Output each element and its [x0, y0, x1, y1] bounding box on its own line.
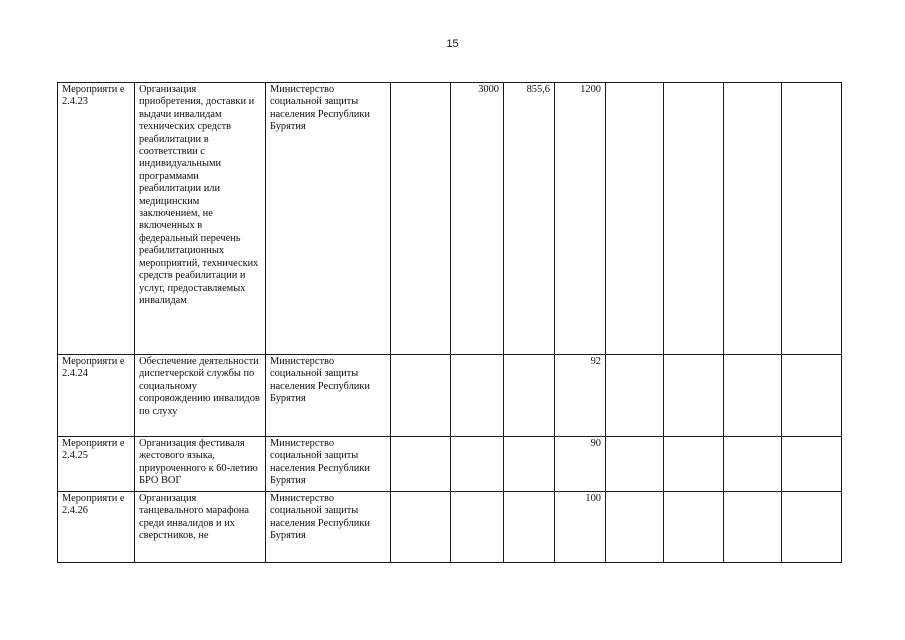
value-cell-10	[724, 83, 782, 355]
table-row	[58, 83, 842, 355]
measure-description-cell: Обеспечение деятельности диспетчерской службы по социальному сопровождению инвалидов по слуху	[135, 355, 266, 437]
value-cell-9	[664, 83, 724, 355]
value-cell-11	[782, 492, 842, 563]
measure-description-cell: Организация фестиваля жестового языка, приуроченного к 60-летию БРО ВОГ	[135, 437, 266, 492]
value-cell-7: 90	[555, 437, 606, 492]
value-cell-8	[606, 437, 664, 492]
value-cell-9	[664, 492, 724, 563]
executor-cell: Министерство социальной защиты населения Республики Бурятия	[266, 83, 391, 355]
executor-cell: Министерство социальной защиты населения Республики Бурятия	[266, 492, 391, 563]
table-row	[58, 492, 842, 563]
table-row	[58, 355, 842, 437]
measure-code-cell: Мероприяти е 2.4.25	[58, 437, 135, 492]
value-cell-11	[782, 83, 842, 355]
value-cell-4	[391, 83, 451, 355]
measure-code-cell: Мероприяти е 2.4.24	[58, 355, 135, 437]
value-cell-5: 3000	[451, 83, 504, 355]
value-cell-6	[504, 437, 555, 492]
value-cell-6	[504, 355, 555, 437]
value-cell-6: 855,6	[504, 83, 555, 355]
measure-description-cell: Организация танцевального марафона среди инвалидов и их сверстников, не	[135, 492, 266, 563]
value-cell-10	[724, 355, 782, 437]
value-cell-7: 100	[555, 492, 606, 563]
executor-cell: Министерство социальной защиты населения Республики Бурятия	[266, 437, 391, 492]
value-cell-4	[391, 355, 451, 437]
value-cell-5	[451, 492, 504, 563]
value-cell-9	[664, 437, 724, 492]
page-number: 15	[446, 38, 459, 50]
value-cell-11	[782, 437, 842, 492]
value-cell-8	[606, 492, 664, 563]
value-cell-10	[724, 437, 782, 492]
executor-cell: Министерство социальной защиты населения Республики Бурятия	[266, 355, 391, 437]
measure-description-cell: Организация приобретения, доставки и выдачи инвалидам технических средств реабилитации в соответствии с индивидуальными программами реабилитации или медицинским заключением, не включенных в федеральный перечень реабилитационных мероприятий, технических средств реабилитации и услуг, предоставляемых инвалидам	[135, 83, 266, 355]
value-cell-7: 92	[555, 355, 606, 437]
program-table	[57, 82, 842, 563]
value-cell-11	[782, 355, 842, 437]
value-cell-9	[664, 355, 724, 437]
measure-code-cell: Мероприяти е 2.4.23	[58, 83, 135, 355]
value-cell-7: 1200	[555, 83, 606, 355]
value-cell-4	[391, 437, 451, 492]
value-cell-10	[724, 492, 782, 563]
value-cell-5	[451, 355, 504, 437]
measure-code-cell: Мероприяти е 2.4.26	[58, 492, 135, 563]
value-cell-6	[504, 492, 555, 563]
value-cell-4	[391, 492, 451, 563]
value-cell-5	[451, 437, 504, 492]
table-row	[58, 437, 842, 492]
value-cell-8	[606, 355, 664, 437]
value-cell-8	[606, 83, 664, 355]
